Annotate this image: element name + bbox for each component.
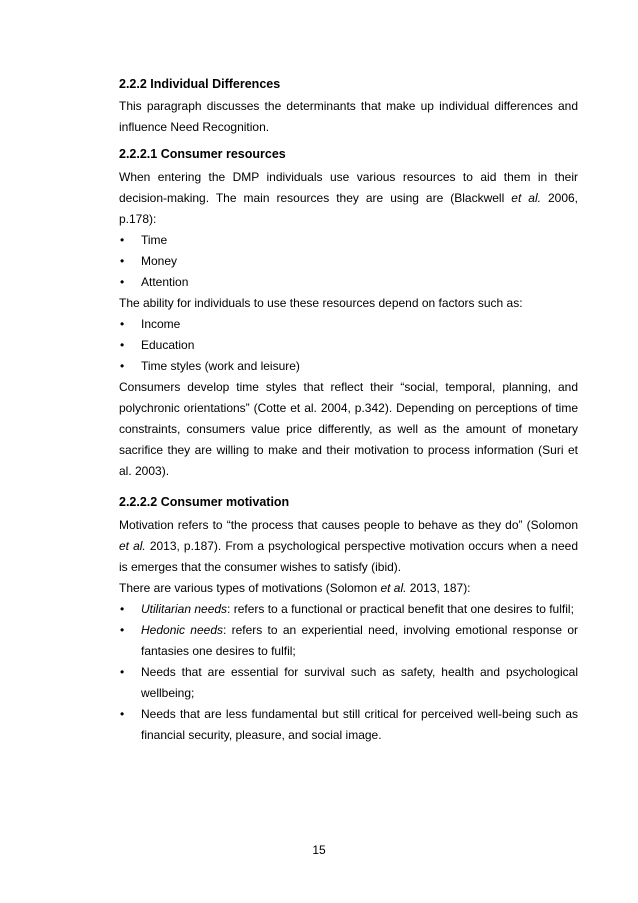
needs-description: : refers to a functional or practical benefit that one desires to fulfil; <box>227 602 574 616</box>
citation-et-al: et al. <box>511 191 541 205</box>
section-intro-paragraph: This paragraph discusses the determinants that make up individual differences and influence Need Recognition. <box>119 99 578 134</box>
page-number: 15 <box>312 843 326 857</box>
needs-description: Needs that are essential for survival such as safety, health and psychological wellbeing; <box>141 665 578 700</box>
types-intro-citation: 2013, 187): <box>406 581 471 595</box>
definition-tail: 2013, p.187). From a psychological perspective motivation occurs when a need is emerges that the consumer wishes to satisfy (ibid). <box>119 539 579 574</box>
factors-list <box>119 314 578 377</box>
list-item-resource: • Time <box>119 230 578 251</box>
needs-term: Utilitarian needs <box>141 602 228 616</box>
list-item-resource: • Money <box>119 251 578 272</box>
list-item-hedonic-needs <box>119 620 578 662</box>
section-heading-2-2-2-1: 2.2.2.1 Consumer resources <box>119 147 286 161</box>
time-styles-paragraph: Consumers develop time styles that reflect their “social, temporal, planning, and polychronic orientations” (Cotte et al. 2004, p.342). Depending on perceptions of time constraints, consumers value price differently, as well as the amount of monetary sacrifice they are willing to make and their motivation to process information (Suri et al. 2003). <box>119 380 578 478</box>
list-item-resource: • Attention <box>119 272 578 293</box>
list-item-utilitarian-needs <box>119 599 578 620</box>
list-item-factor: • Income <box>119 314 578 335</box>
types-intro-text: There are various types of motivations (Solomon <box>119 581 381 595</box>
list-item-wellbeing-needs <box>119 704 578 746</box>
resources-list <box>119 230 578 293</box>
needs-description: Needs that are less fundamental but still critical for perceived well-being such as financial security, pleasure, and social image. <box>141 707 578 742</box>
needs-list <box>119 599 578 746</box>
section-heading-2-2-2-2: 2.2.2.2 Consumer motivation <box>119 495 290 509</box>
list-item-survival-needs <box>119 662 578 704</box>
resources-paragraph <box>119 167 578 230</box>
list-item-factor: • Time styles (work and leisure) <box>119 356 578 377</box>
motivation-definition-paragraph <box>119 515 578 578</box>
needs-description: : refers to an experiential need, involving emotional response or fantasies one desires to fulfil; <box>141 623 578 658</box>
citation-et-al: et al. <box>119 539 146 553</box>
page-content <box>119 76 578 746</box>
needs-term: Hedonic needs <box>141 623 223 637</box>
resources-paragraph-citation: 2006, p.178): <box>119 191 578 226</box>
citation-et-al: et al. <box>380 581 407 595</box>
motivation-types-intro <box>119 578 578 599</box>
factors-intro-paragraph: The ability for individuals to use these resources depend on factors such as: <box>119 296 523 310</box>
resources-paragraph-text: When entering the DMP individuals use various resources to aid them in their decision-making. The main resources they are using are (Blackwell <box>119 170 578 205</box>
definition-text: Motivation refers to “the process that causes people to behave as they do” (Solomon <box>119 518 578 532</box>
list-item-factor: • Education <box>119 335 578 356</box>
section-heading-2-2-2: 2.2.2 Individual Differences <box>119 77 281 91</box>
